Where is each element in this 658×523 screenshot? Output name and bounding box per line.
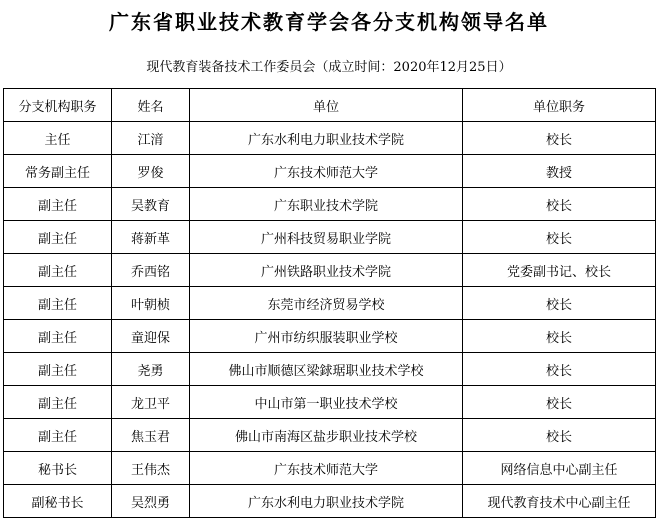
cell-organization: 东莞市经济贸易学校 — [190, 287, 463, 320]
table-row — [4, 254, 656, 287]
cell-organization: 广东技术师范大学 — [190, 155, 463, 188]
cell-branch-position: 副主任 — [4, 221, 112, 254]
table-header-row — [4, 89, 656, 122]
cell-branch-position: 副主任 — [4, 353, 112, 386]
cell-org-position: 校长 — [463, 221, 656, 254]
cell-branch-position: 副主任 — [4, 254, 112, 287]
header-name: 姓名 — [112, 89, 190, 122]
table-row — [4, 419, 656, 452]
cell-org-position: 党委副书记、校长 — [463, 254, 656, 287]
cell-name: 乔西铭 — [112, 254, 190, 287]
table-row — [4, 155, 656, 188]
cell-organization: 中山市第一职业技术学校 — [190, 386, 463, 419]
cell-org-position: 校长 — [463, 419, 656, 452]
cell-organization: 广东技术师范大学 — [190, 452, 463, 485]
cell-name: 蒋新革 — [112, 221, 190, 254]
document-subtitle: 现代教育装备技术工作委员会（成立时间：2020年12月25日） — [146, 60, 512, 75]
document-title: 广东省职业技术教育学会各分支机构领导名单 — [109, 10, 549, 34]
cell-organization: 广东水利电力职业技术学院 — [190, 485, 463, 518]
cell-org-position: 教授 — [463, 155, 656, 188]
table-row — [4, 287, 656, 320]
cell-name: 龙卫平 — [112, 386, 190, 419]
cell-branch-position: 主任 — [4, 122, 112, 155]
table-row — [4, 320, 656, 353]
cell-organization: 广东水利电力职业技术学院 — [190, 122, 463, 155]
cell-branch-position: 常务副主任 — [4, 155, 112, 188]
header-organization: 单位 — [190, 89, 463, 122]
cell-name: 王伟杰 — [112, 452, 190, 485]
table-row — [4, 221, 656, 254]
cell-org-position: 校长 — [463, 122, 656, 155]
cell-branch-position: 副主任 — [4, 320, 112, 353]
cell-name: 焦玉君 — [112, 419, 190, 452]
cell-org-position: 校长 — [463, 386, 656, 419]
cell-organization: 广州市纺织服装职业学校 — [190, 320, 463, 353]
cell-branch-position: 副秘书长 — [4, 485, 112, 518]
table-row — [4, 353, 656, 386]
cell-organization: 广州科技贸易职业学院 — [190, 221, 463, 254]
cell-name: 吴教育 — [112, 188, 190, 221]
cell-org-position: 现代教育技术中心副主任 — [463, 485, 656, 518]
header-org-position: 单位职务 — [463, 89, 656, 122]
cell-name: 尧勇 — [112, 353, 190, 386]
cell-name: 江湇 — [112, 122, 190, 155]
cell-name: 童迎保 — [112, 320, 190, 353]
cell-organization: 广东职业技术学院 — [190, 188, 463, 221]
cell-organization: 广州铁路职业技术学院 — [190, 254, 463, 287]
cell-branch-position: 副主任 — [4, 419, 112, 452]
table-row — [4, 122, 656, 155]
table-row — [4, 485, 656, 518]
cell-org-position: 校长 — [463, 320, 656, 353]
table-row — [4, 386, 656, 419]
cell-branch-position: 副主任 — [4, 188, 112, 221]
cell-org-position: 校长 — [463, 287, 656, 320]
cell-organization: 佛山市南海区盐步职业技术学校 — [190, 419, 463, 452]
table-row — [4, 452, 656, 485]
cell-org-position: 校长 — [463, 188, 656, 221]
cell-name: 吴烈勇 — [112, 485, 190, 518]
cell-name: 叶朝桢 — [112, 287, 190, 320]
cell-branch-position: 副主任 — [4, 386, 112, 419]
cell-name: 罗俊 — [112, 155, 190, 188]
header-branch-position: 分支机构职务 — [4, 89, 112, 122]
leaders-table — [3, 88, 656, 518]
cell-org-position: 校长 — [463, 353, 656, 386]
table-row — [4, 188, 656, 221]
cell-branch-position: 秘书长 — [4, 452, 112, 485]
cell-branch-position: 副主任 — [4, 287, 112, 320]
cell-org-position: 网络信息中心副主任 — [463, 452, 656, 485]
cell-organization: 佛山市顺德区梁銶琚职业技术学校 — [190, 353, 463, 386]
